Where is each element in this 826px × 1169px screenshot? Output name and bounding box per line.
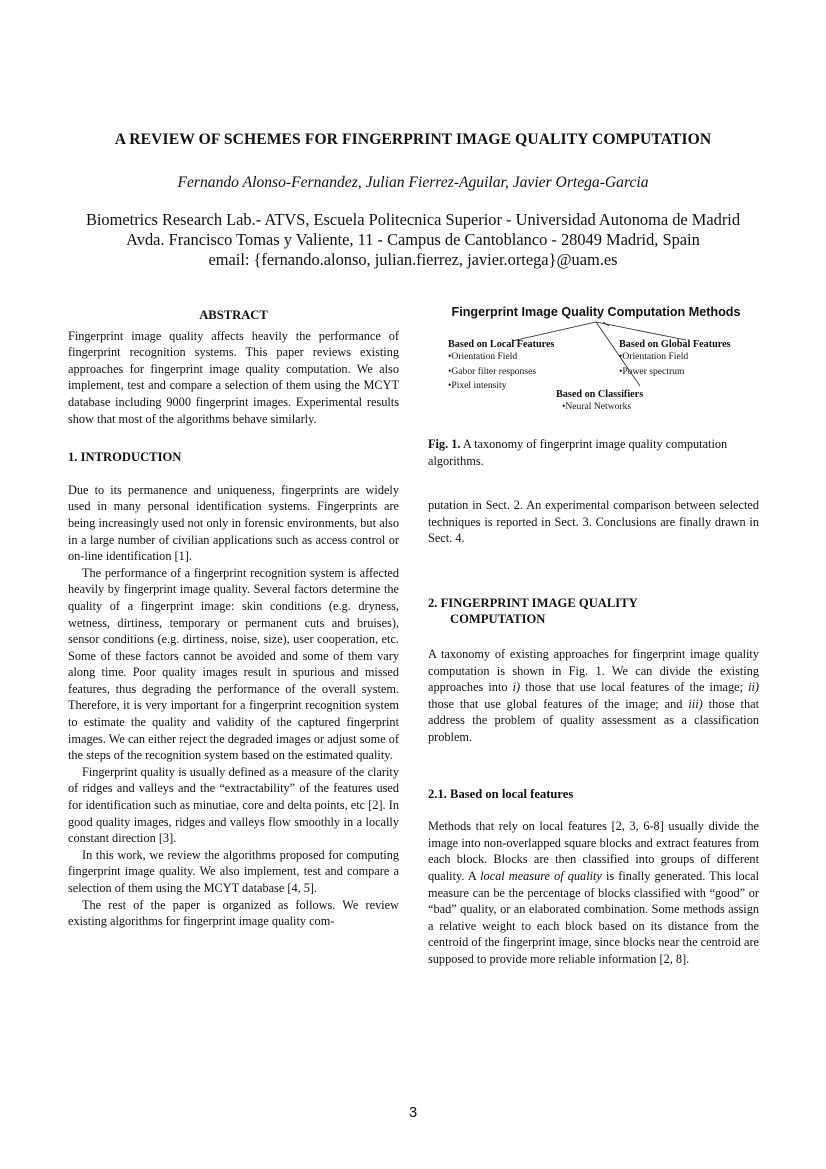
paper-authors: Fernando Alonso-Fernandez, Julian Fierrez-Aguilar, Javier Ortega-Garcia: [177, 174, 649, 191]
right-column: [428, 497, 759, 967]
section2-heading-line: 2. FINGERPRINT IMAGE QUALITY: [428, 595, 638, 610]
intro-paragraph: The performance of a fingerprint recognition system is affected heavily by fingerprint image quality. Several factors determine the quality of a fingerprint image: skin conditions (e.g. dryness, wetness, dirtiness, temporary or permanent cuts and bruises), sensor conditions (e.g. dirtiness, noise, size), user cooperation, etc. Some of these factors cannot be avoided and some of them vary along time. Poor quality images result in spurious and missed features, thus degrading the performance of the overall system. Therefore, it is very important for a fingerprint recognition system to estimate the quality and validity of the captured fingerprint images. We can either reject the degraded images or adjust some of the steps of the recognition system based on the estimated quality.: [68, 565, 399, 763]
email-line: email: {fernando.alonso, julian.fierrez, javier.ortega}@uam.es: [208, 250, 618, 269]
intro-paragraph: In this work, we review the algorithms proposed for computing fingerprint image quality. We also implement, test and compare a selection of them using the MCYT database [4, 5].: [68, 847, 399, 895]
figure-caption: [428, 436, 759, 469]
section2-paragraph: [428, 646, 759, 746]
intro-continuation: putation in Sect. 2. An experimental comparison between selected techniques is reported in Sect. 3. Conclusions are finally drawn in Sect. 4.: [428, 498, 759, 546]
roman-numeral: ii): [748, 680, 760, 695]
section2-text: those that address the problem of quality assessment as a classification problem.: [428, 696, 759, 744]
intro-paragraph: Fingerprint quality is usually defined as a measure of the clarity of ridges and valleys and the “extractability” of the features used for identification such as minutiae, core and delta points, etc [2]. In good quality images, ridges and valleys flow smoothly in a locally constant direction [3].: [68, 764, 399, 846]
page-number: 3: [408, 1104, 418, 1121]
local-features-heading: Based on Local Features: [448, 339, 555, 350]
intro-paragraph: Due to its permanence and uniqueness, fingerprints are widely used in many personal identification systems. Fingerprints are being increasingly used not only in forensic environments, but also in a large number of civilian applications such as access control or on-line identification [1].: [68, 482, 399, 564]
global-features-group: [619, 339, 731, 379]
abstract-heading: ABSTRACT: [199, 308, 268, 322]
affiliation-block: [0, 210, 826, 270]
roman-numeral: iii): [688, 696, 703, 711]
abstract-text: Fingerprint image quality affects heavily the performance of fingerprint recognition systems. This paper reviews existing approaches for fingerprint image quality computation. We also implement, test and compare a selection of them using the MCYT database including 9000 fingerprint images. Experimental results show that most of the algorithms behave similarly.: [68, 328, 399, 426]
affiliation-line: Biometrics Research Lab.- ATVS, Escuela Politecnica Superior - Universidad Autonoma de Madrid: [85, 210, 741, 229]
section2-text: A taxonomy of existing approaches for fingerprint image quality computation is shown in Fig. 1. We can divide the existing approaches into: [428, 646, 759, 695]
global-feature-item: •Power spectrum: [619, 365, 685, 377]
local-features-group: [448, 339, 555, 394]
section21-text: is finally generated. This local measure can be the percentage of blocks classified with “good” or “bad” quality, or an elaborated combination. Some methods assign a relative weight to each block based on its distance from the centroid of the fingerprint image, since blocks near the centroid are supposed to provide more reliable information [2, 8].: [428, 868, 760, 966]
global-features-heading: Based on Global Features: [619, 339, 731, 350]
section2-text: those that use global features of the image; and: [428, 696, 683, 711]
classifiers-group: [556, 389, 643, 415]
left-column: [68, 307, 399, 930]
classifier-item: •Neural Networks: [562, 401, 632, 412]
section2-text: those that use local features of the image;: [525, 680, 743, 695]
intro-paragraph: The rest of the paper is organized as follows. We review existing algorithms for fingerprint image quality com-: [68, 897, 399, 929]
local-feature-item: •Gabor filter responses: [448, 365, 537, 377]
local-feature-item: •Orientation Field: [448, 351, 518, 362]
paper-title: A REVIEW OF SCHEMES FOR FINGERPRINT IMAGE QUALITY COMPUTATION: [114, 131, 712, 148]
global-feature-item: •Orientation Field: [619, 351, 689, 362]
section2-heading: [428, 595, 759, 628]
local-feature-item: •Pixel intensity: [448, 380, 507, 391]
connector-line: [596, 322, 686, 340]
figure-title: Fingerprint Image Quality Computation Methods: [451, 305, 741, 319]
roman-numeral: i): [512, 680, 521, 695]
section2-heading-line: COMPUTATION: [450, 612, 546, 627]
figure-caption-text: A taxonomy of fingerprint image quality computation algorithms.: [428, 437, 728, 468]
affiliation-line: Avda. Francisco Tomas y Valiente, 11 - Campus de Cantoblanco - 28049 Madrid, Spain: [126, 230, 700, 249]
intro-heading: 1. INTRODUCTION: [68, 450, 182, 465]
section21-text: Methods that rely on local features [2, 3, 6-8] usually divide the image into non-overlapped square blocks and extract features from each block. Blocks are then classified into groups of different quality. A: [428, 819, 759, 883]
classifiers-heading: Based on Classifiers: [556, 389, 644, 400]
connector-line: [603, 322, 609, 326]
section21-paragraph: [428, 818, 759, 967]
figure-caption-label: Fig. 1.: [428, 437, 461, 451]
emphasis-text: local measure of quality: [480, 868, 602, 883]
section21-heading: 2.1. Based on local features: [428, 786, 574, 801]
figure-taxonomy: [428, 305, 764, 433]
